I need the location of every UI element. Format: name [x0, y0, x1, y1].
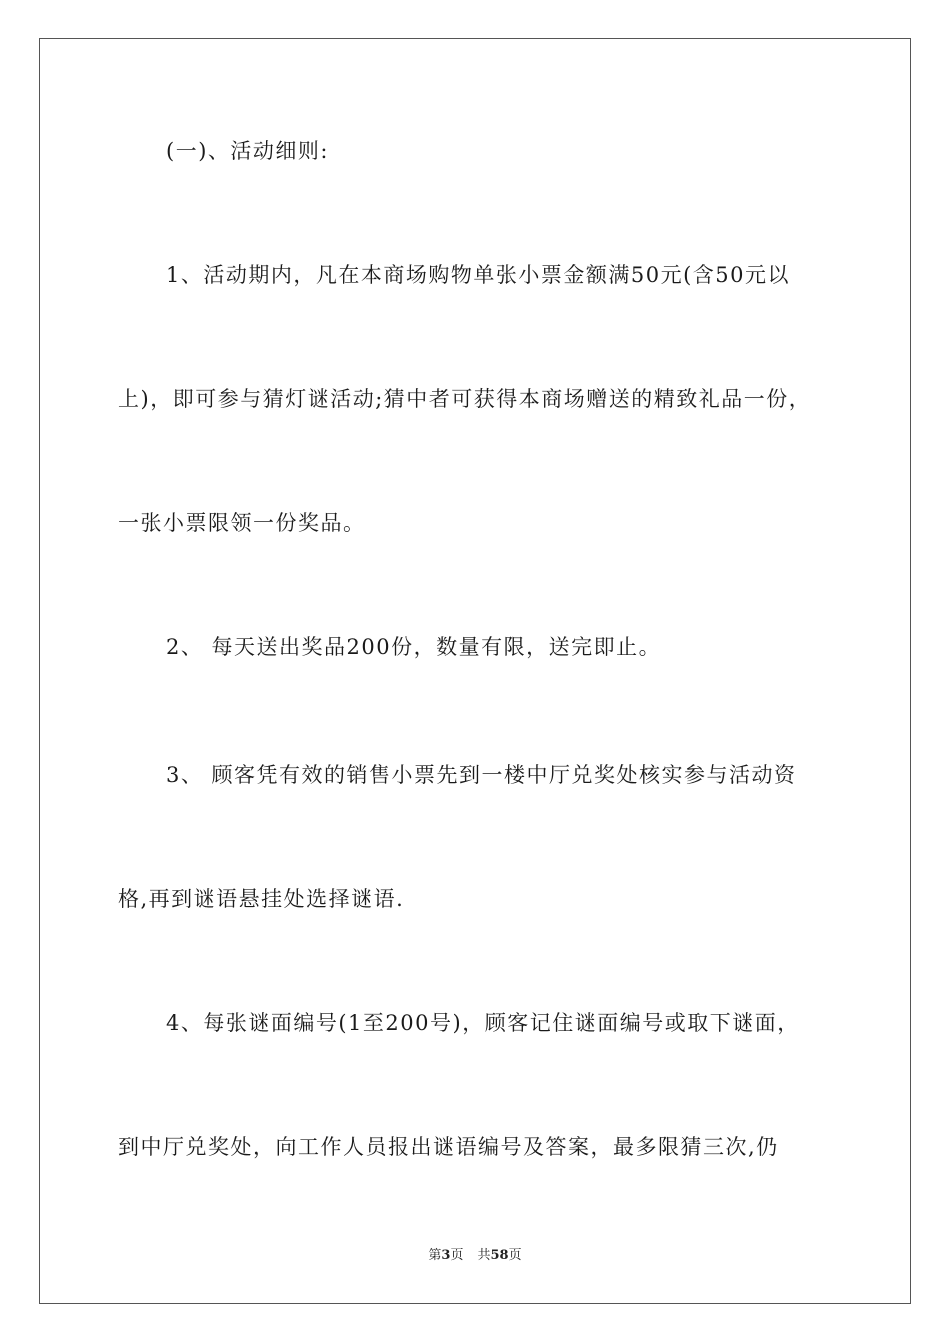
- footer-total-suffix: 页: [508, 1248, 522, 1263]
- paragraph-line: 到中厅兑奖处，向工作人员报出谜语编号及答案，最多限猜三次,仍: [118, 1135, 779, 1159]
- paragraph-line: 一张小票限领一份奖品。: [118, 511, 366, 535]
- page-footer: [0, 1247, 950, 1265]
- footer-page-prefix: 第: [428, 1248, 442, 1263]
- paragraph-line: 2、 每天送出奖品200份，数量有限，送完即止。: [166, 635, 662, 659]
- paragraph-line: 格,再到谜语悬挂处选择谜语.: [118, 887, 405, 911]
- footer-total-pages: 58: [490, 1248, 509, 1263]
- footer-page-number: 3: [441, 1248, 451, 1263]
- footer-total-prefix: 共: [477, 1248, 491, 1263]
- page-border: [39, 38, 911, 1304]
- paragraph-line: 3、 顾客凭有效的销售小票先到一楼中厅兑奖处核实参与活动资: [166, 763, 797, 787]
- paragraph-line: 上)，即可参与猜灯谜活动;猜中者可获得本商场赠送的精致礼品一份，: [118, 387, 812, 411]
- paragraph-line: 1、活动期内，凡在本商场购物单张小票金额满50元(含50元以: [166, 263, 790, 287]
- section-heading: (一)、活动细则:: [166, 139, 329, 163]
- paragraph-line: 4、每张谜面编号(1至200号)，顾客记住谜面编号或取下谜面，: [166, 1011, 800, 1035]
- footer-page-suffix: 页: [450, 1248, 464, 1263]
